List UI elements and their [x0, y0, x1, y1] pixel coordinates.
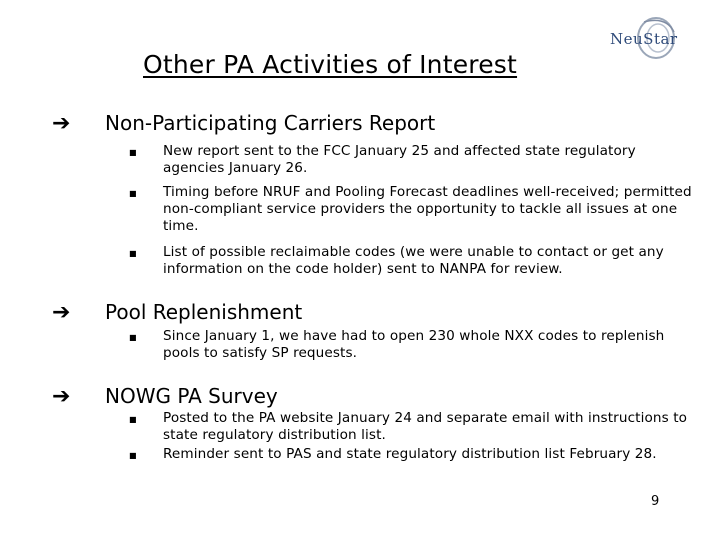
bullet-icon: ■ [129, 451, 137, 460]
bullet-icon: ■ [129, 148, 137, 157]
logo-text: NeuStar [610, 30, 678, 48]
bullet-icon: ■ [129, 415, 137, 424]
bullet-text: New report sent to the FCC January 25 and affected state regulatory agencies January 26. [163, 143, 636, 176]
bullet-text: Timing before NRUF and Pooling Forecast deadlines well-received; permitted non-compliant service providers the opportunity to tackle all issues at one time. [163, 184, 692, 234]
arrow-icon: ➔ [52, 111, 71, 136]
bullet-text: Reminder sent to PAS and state regulatory distribution list February 28. [163, 446, 657, 462]
bullet-icon: ■ [129, 249, 137, 258]
neustar-logo [606, 14, 688, 62]
section-heading: Non-Participating Carriers Report [105, 111, 436, 135]
slide-title: Other PA Activities of Interest [143, 50, 518, 79]
bullet-text: List of possible reclaimable codes (we were unable to contact or get any information on the code holder) sent to NANPA for review. [163, 244, 664, 277]
bullet-text: Posted to the PA website January 24 and separate email with instructions to state regulatory distribution list. [163, 410, 688, 443]
bullet-icon: ■ [129, 189, 137, 198]
page-number: 9 [651, 494, 660, 509]
bullet-icon: ■ [129, 333, 137, 342]
section-heading: NOWG PA Survey [105, 384, 278, 408]
bullet-text: Since January 1, we have had to open 230 whole NXX codes to replenish pools to satisfy SP requests. [163, 328, 665, 361]
arrow-icon: ➔ [52, 384, 71, 409]
section-heading: Pool Replenishment [105, 300, 303, 324]
arrow-icon: ➔ [52, 300, 71, 325]
